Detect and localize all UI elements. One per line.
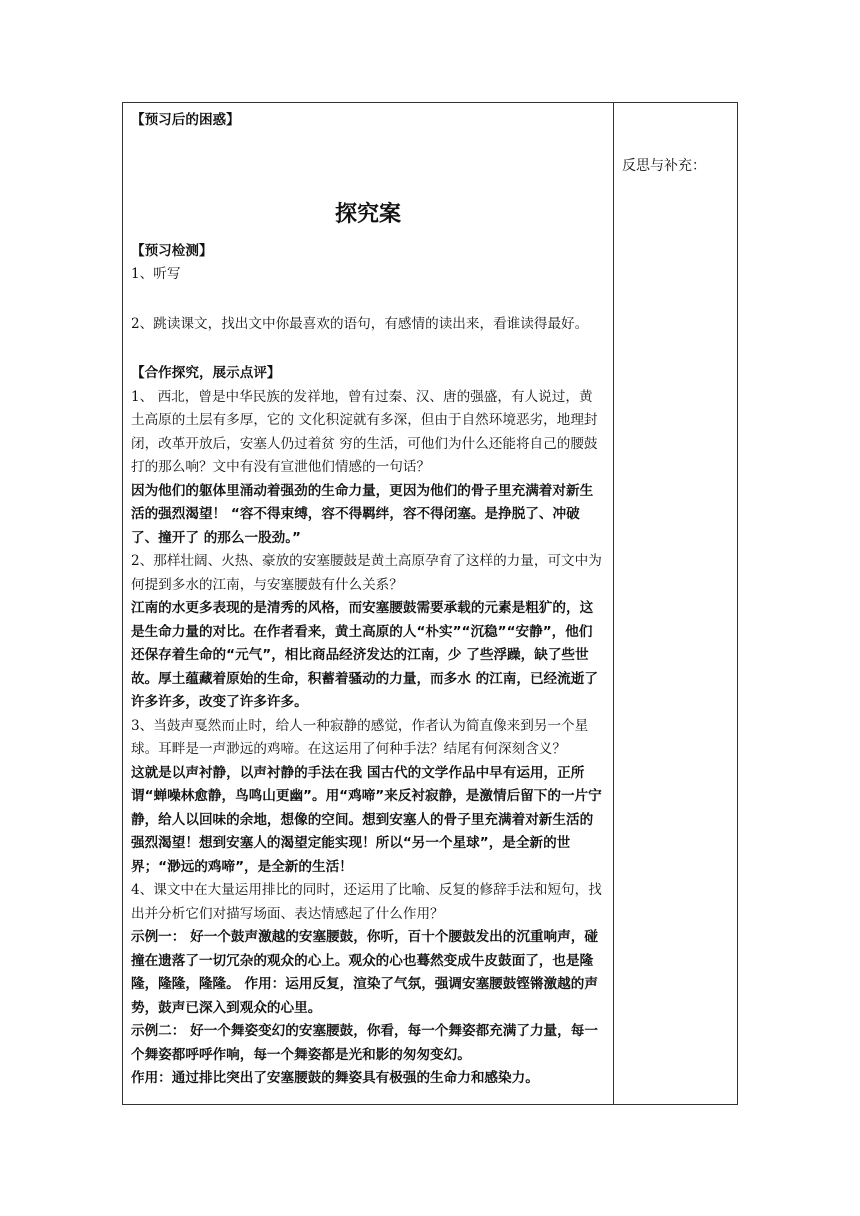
- question-4: 4、课文中在大量运用排比的同时，还运用了比喻、反复的修辞手法和短句，找出并分析它们对描写场面、表达情感起了什么作用？: [131, 882, 602, 922]
- main-column: [123, 103, 614, 1104]
- worksheet-table: [122, 102, 738, 1105]
- question-1: 1、 西北，曾是中华民族的发祥地，曾有过秦、汉、唐的强盛，有人说过，黄土高原的土层有多厚，它的 文化积淀就有多深，但由于自然环境恶劣，地理封闭，改革开放后，安塞人仍过着贫 穷的生活，可他们为什么还能将自己的腰鼓打的那么响？文中有没有宣泄他们情感的一句话？: [131, 388, 598, 475]
- check-question-1: 1、听写: [131, 266, 181, 282]
- answer-1: 因为他们的躯体里涌动着强劲的生命力量，更因为他们的骨子里充满着对新生活的强烈渴望！ “容不得束缚，容不得羁绊，容不得闭塞。是挣脱了、冲破了、撞开了 的那么一股劲。”: [131, 482, 594, 546]
- question-2: 2、那样壮阔、火热、豪放的安塞腰鼓是黄土高原孕育了这样的力量，可文中为何提到多水的江南，与安塞腰鼓有什么关系？: [131, 553, 602, 593]
- example-2: 示例二： 好一个舞姿变幻的安塞腰鼓，你看，每一个舞姿都充满了力量，每一个舞姿都呼呼作响，每一个舞姿都是光和影的匆匆变幻。: [131, 1023, 598, 1063]
- heading-cooperative-inquiry: 【合作探究，展示点评】: [131, 365, 281, 381]
- example-1: 示例一： 好一个鼓声激越的安塞腰鼓，你听，百十个腰鼓发出的沉重响声，碰撞在遗落了一切冗杂的观众的心上。观众的心也蓦然变成牛皮鼓面了，也是隆隆，隆隆，隆隆。 作用：运用反复，渲染了气氛，强调安塞腰鼓铿锵激越的声势，鼓声已深入到观众的心里。: [131, 929, 598, 1016]
- answer-2: 江南的水更多表现的是清秀的风格，而安塞腰鼓需要承载的元素是粗犷的，这是生命力量的对比。在作者看来，黄土高原的人“朴实”“沉稳”“安静”，他们还保存着生命的“元气”，相比商品经济发达的江南，少 了些浮躁，缺了些世故。厚土蕴藏着原始的生命，积蓄着骚动的力量，而多水 的江南，已经流逝了许多许多，改变了许多许多。: [131, 600, 598, 710]
- check-question-2: 2、跳读课文，找出文中你最喜欢的语句，有感情的读出来，看谁读得最好。: [131, 315, 589, 332]
- heading-confusion: 【预习后的困惑】: [131, 112, 240, 128]
- heading-preview-check: 【预习检测】: [131, 242, 213, 259]
- answer-3: 这就是以声衬静，以声衬静的手法在我 国古代的文学作品中早有运用，正所谓“蝉噪林愈静，鸟鸣山更幽”。用“鸡啼”来反衬寂静，是激情后留下的一片宁静，给人以回味的余地，想像的空间。想到安塞人的骨子里充满着对新生活的强烈渴望！想到安塞人的渴望定能实现！所以“另一个星球”，是全新的世界；“渺远的鸡啼”，是全新的生活！: [131, 764, 602, 875]
- example-2-effect: 作用：通过排比突出了安塞腰鼓的舞姿具有极强的生命力和感染力。: [131, 1070, 539, 1086]
- reflection-label: 反思与补充：: [622, 158, 706, 174]
- question-3: 3、当鼓声戛然而止时，给人一种寂静的感觉，作者认为简直像来到另一个星球。耳畔是一声渺远的鸡啼。在这运用了何种手法？结尾有何深刻含义？: [131, 717, 589, 757]
- page-title: 探究案: [334, 201, 401, 227]
- reflection-column: [614, 103, 737, 1104]
